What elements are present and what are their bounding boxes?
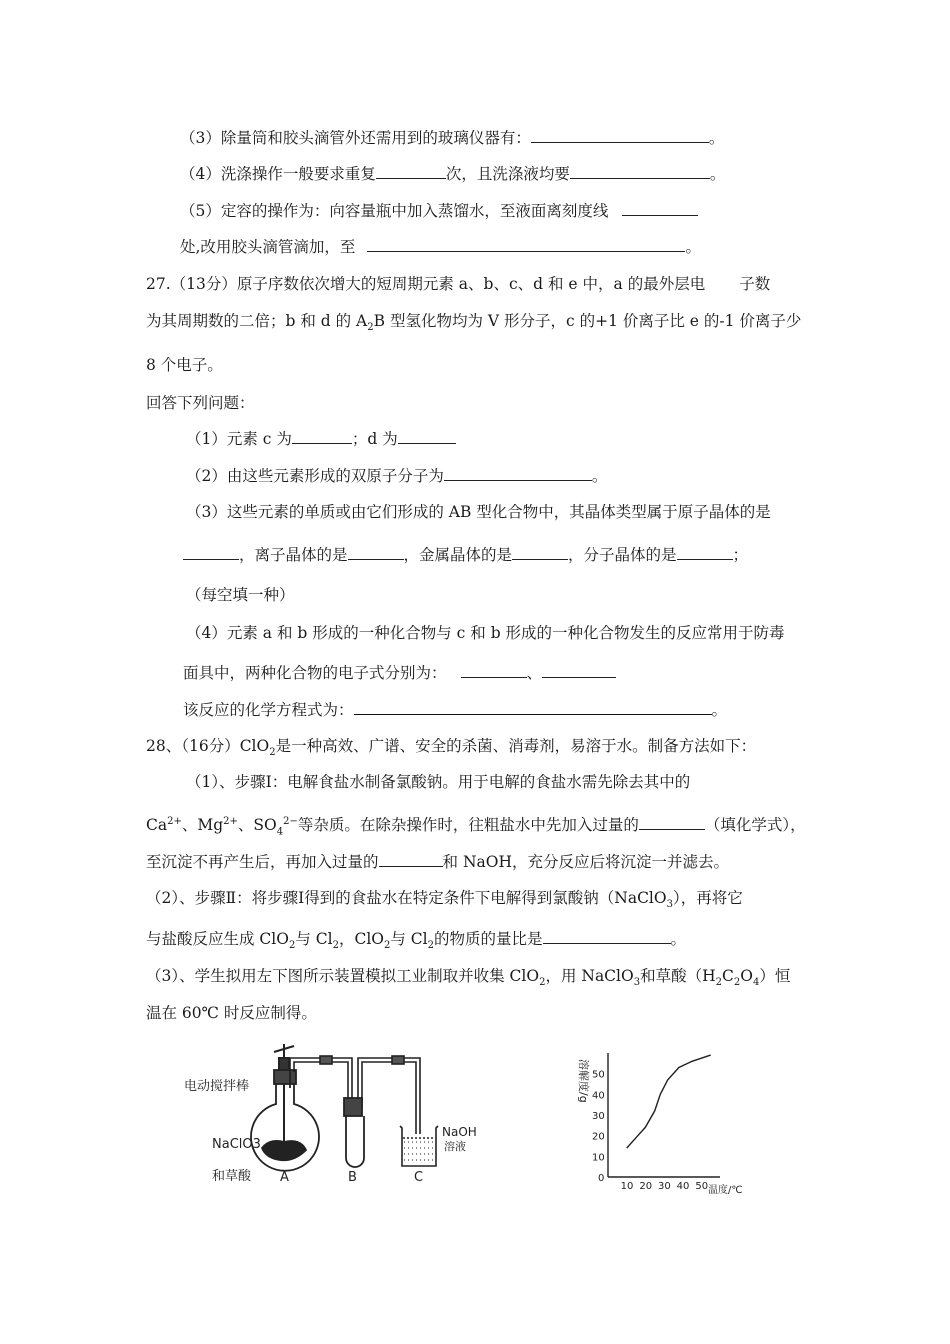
q27-stem-line1: 27.（13分）原子序数依次增大的短周期元素 a、b、c、d 和 e 中，a 的最外层电 子数 [146,275,771,293]
y-tick-label: 30 [592,1111,605,1122]
reagent-label-1: NaClO3 [212,1137,261,1152]
q28-step3-line2: 温在 60℃ 时反应制得。 [146,1004,317,1022]
solubility-chart [570,1045,770,1195]
answer-blank[interactable] [376,164,446,179]
q26-part4: （4）洗涤操作一般要求重复 次，且洗涤液均要 。 [180,165,726,183]
naoh-label-2: 溶液 [444,1140,466,1153]
label-a: A [280,1170,289,1185]
answer-blank[interactable] [398,429,456,444]
y-tick-label: 40 [592,1090,605,1102]
answer-blank[interactable] [354,700,712,715]
x-tick-label: 30 [658,1181,671,1192]
answer-blank[interactable] [677,545,733,560]
x-tick-label: 50 [695,1181,709,1192]
q27-part4-line3: 该反应的化学方程式为： 。 [183,701,728,719]
chart-xlabel: 温度/℃ [708,1185,743,1195]
q27-stem-line3: 8 个电子。 [146,356,223,374]
answer-blank[interactable] [183,545,239,560]
answer-blank[interactable] [512,545,568,560]
solubility-curve [627,1055,711,1148]
q28-step2-line2: 与盐酸反应生成 ClO$_2$与 $Cl_2$，ClO$_2$与 $Cl_2$的物质的量比是 。 [146,930,687,952]
q27-part2: （2）由这些元素形成的双原子分子为 。 [186,467,608,485]
q28-stem: 28、（16分）ClO$_2$是一种高效、广谱、安全的杀菌、消毒剂，易溶于水。制备方法如下： [146,737,757,759]
q26-part5-line2: 处,改用胶头滴管滴加，至 。 [180,238,701,256]
label-c: C [414,1170,424,1185]
q27-part1: （1）元素 c 为 ；d 为 [186,429,456,449]
x-tick-label: 10 [620,1181,634,1192]
answer-blank[interactable] [542,663,616,678]
y-tick-label: 20 [592,1131,605,1143]
ticks [592,1070,708,1192]
q28-step2-line1: （2）、步骤Ⅱ：将步骤Ⅰ得到的食盐水在特定条件下电解得到氯酸钠（NaClO$_3$），再将它 [146,889,743,911]
answer-blank[interactable] [543,929,671,944]
x-tick-label: 40 [676,1181,690,1192]
q26-part3: （3）除量筒和胶头滴管外还需用到的玻璃仪器有： 。 [180,129,725,147]
answer-blank[interactable] [444,466,592,481]
chart-ylabel: 溶解度/g [577,1059,590,1103]
answer-blank[interactable] [570,164,710,179]
stirrer-label: 电动搅拌棒 [184,1079,250,1094]
q28-step1-line3: 至沉淀不再产生后，再加入过量的 和 NaOH，充分反应后将沉淀一并滤去。 [146,853,729,871]
q27-stem-line2: 为其周期数的二倍；b 和 d 的 $A_2B$ 型氢化物均为 V 形分子，c 的+1 价离子比 e 的-1 价离子少 [146,312,802,334]
answer-blank[interactable] [348,545,404,560]
y-tick-label: 10 [592,1152,605,1164]
q28-step3-line1: （3）、学生拟用左下图所示装置模拟工业制取并收集 ClO$_2$，用 NaClO$_3$和草酸$(H_2C_2O_4)$恒 [146,967,791,989]
q28-step1-line1: （1）、步骤Ⅰ：电解食盐水制备氯酸钠。用于电解的食盐水需先除去其中的 [186,773,691,791]
answer-blank[interactable] [639,815,705,830]
answer-blank[interactable] [461,663,527,678]
naoh-label-1: NaOH [442,1125,477,1139]
answer-blank[interactable] [379,852,443,867]
answer-blank[interactable] [367,237,685,252]
q27-part3-line3: （每空填一种） [186,586,295,604]
q27-part4-line1: （4）元素 a 和 b 形成的一种化合物与 c 和 b 形成的一种化合物发生的反应常用于防毒 [186,624,785,642]
reagent-label-2: 和草酸 [212,1169,252,1184]
answer-blank[interactable] [531,128,709,143]
stirrer-rod [274,1044,294,1156]
q27-answer-prompt: 回答下列问题： [146,394,255,412]
apparatus-diagram [250,1038,490,1188]
q27-part4-line2: 面具中，两种化合物的电子式分别为： 、 [183,663,616,683]
x-tick-label: 20 [639,1181,653,1192]
answer-blank[interactable] [622,201,698,216]
answer-blank[interactable] [292,429,352,444]
q26-part5-line1: （5）定容的操作为：向容量瓶中加入蒸馏水，至液面离刻度线 [180,201,698,221]
q28-step1-line2: $Ca^{2+}$、$Mg^{2+}$、$SO_4^{2-}$等杂质。在除杂操作时，往粗盐水中先加入过量的 （填化学式）， [146,816,806,838]
connecting-tube [290,1056,420,1134]
q27-part3-line1: （3）这些元素的单质或由它们形成的 AB 型化合物中，其晶体类型属于原子晶体的是 [186,503,771,521]
label-b: B [348,1170,357,1185]
tube-b [344,1098,364,1167]
q27-part3-line2: ，离子晶体的是 ，金属晶体的是 ，分子晶体的是 ； [183,545,748,565]
origin-label: 0 [598,1173,605,1184]
y-tick-label: 50 [592,1069,605,1081]
beaker-c [400,1126,438,1166]
